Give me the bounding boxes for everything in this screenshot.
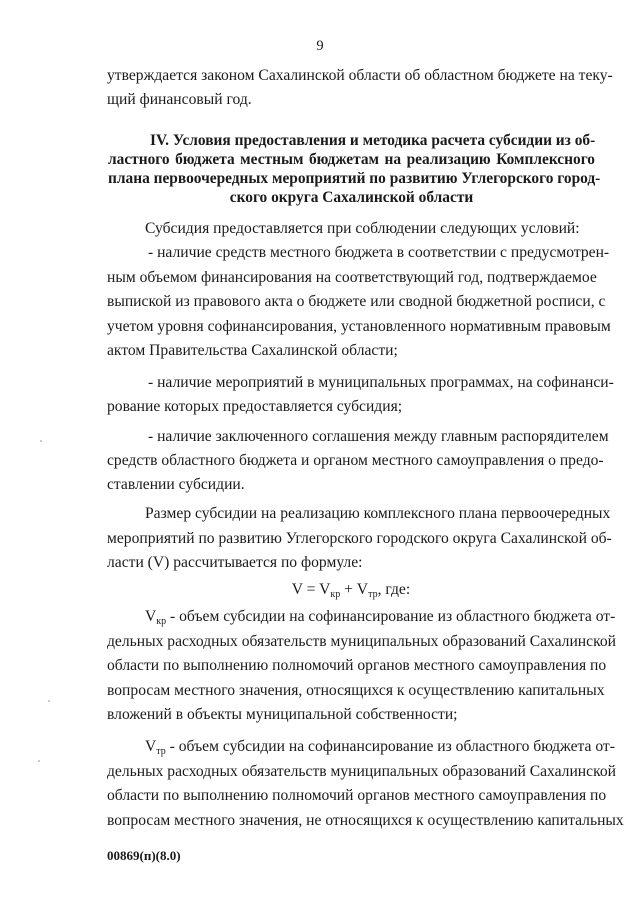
body-text-line: актом Правительства Сахалинской области; bbox=[107, 342, 398, 359]
body-text-line: Субсидия предоставляется при соблюдении следующих условий: bbox=[145, 220, 580, 237]
condition-item: - наличие средств местного бюджета в соответствии с предусмотрен- bbox=[148, 244, 610, 261]
body-text-line: дельных расходных обязательств муниципальных образований Сахалинской bbox=[107, 633, 616, 650]
scan-speck bbox=[40, 440, 42, 442]
body-text-line: Размер субсидии на реализацию комплексного плана первоочередных bbox=[145, 505, 611, 522]
body-text-line: вопросам местного значения, относящихся к осуществлению капитальных bbox=[107, 682, 605, 699]
body-text-line: выпиской из правового акта о бюджете или сводной бюджетной росписи, с bbox=[107, 293, 606, 310]
document-code: 00869(п)(8.0) bbox=[107, 848, 181, 863]
body-text-line: области по выполнению полномочий органов местного самоуправления по bbox=[107, 657, 607, 674]
body-text-line: мероприятий по развитию Углегорского городского округа Сахалинской об- bbox=[107, 530, 612, 547]
definition-vtr: $V_{тр}$ - объем субсидии на софинансирование из областного бюджета от- bbox=[145, 738, 615, 757]
section-heading-line: ластного бюджета местным бюджетам на реализацию Комплексного bbox=[108, 151, 595, 168]
body-text-line: ласти (V) рассчитывается по формуле: bbox=[107, 554, 363, 571]
body-text-line: утверждается законом Сахалинской области об областном бюджете на теку- bbox=[107, 67, 613, 84]
body-text-line: вложений в объекты муниципальной собственности; bbox=[107, 706, 458, 723]
body-text-line: средств областного бюджета и органом местного самоуправления о предо- bbox=[107, 452, 604, 469]
section-heading-line: IV. Условия предоставления и методика расчета субсидии из об- bbox=[150, 132, 596, 149]
body-text-line: рование которых предоставляется субсидия; bbox=[107, 398, 403, 415]
body-text-line: области по выполнению полномочий органов местного самоуправления по bbox=[107, 787, 607, 804]
body-text-line: дельных расходных обязательств муниципальных образований Сахалинской bbox=[107, 763, 616, 780]
scan-speck bbox=[48, 700, 50, 702]
definition-vkr: $V_{кр}$ - объем субсидии на софинансирование из областного бюджета от- bbox=[145, 608, 616, 627]
section-heading-line: ского округа Сахалинской области bbox=[229, 189, 474, 206]
condition-item: - наличие заключенного соглашения между главным распорядителем bbox=[148, 428, 609, 445]
body-text-line: щий финансовый год. bbox=[107, 91, 252, 108]
body-text-line: ным объемом финансирования на соответствующий год, подтверждаемое bbox=[107, 269, 597, 286]
section-heading-line: плана первоочередных мероприятий по развитию Углегорского город- bbox=[108, 170, 601, 187]
scan-speck bbox=[38, 760, 40, 762]
body-text-line: вопросам местного значения, не относящихся к осуществлению капитальных bbox=[107, 812, 624, 829]
body-text-line: учетом уровня софинансирования, установленного нормативным правовым bbox=[107, 318, 611, 335]
page-number: 9 bbox=[316, 38, 324, 54]
condition-item: - наличие мероприятий в муниципальных программах, на софинанси- bbox=[148, 374, 614, 391]
body-text-line: ставлении субсидии. bbox=[107, 476, 245, 493]
formula: $V = V_{кр} + V_{тр}$, где: bbox=[291, 581, 411, 600]
